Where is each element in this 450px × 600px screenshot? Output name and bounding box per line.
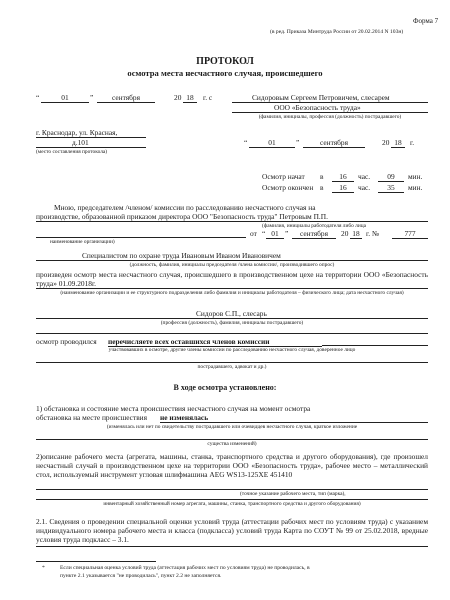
end-in: в <box>320 183 324 192</box>
place-line-2 <box>36 147 146 148</box>
finding-2-1-line <box>36 546 428 547</box>
finding-1: 1) обстановка и состояние места происшествия несчастного случая на момент осмотра <box>36 404 311 413</box>
end-hour: 16 <box>332 183 354 193</box>
end-minute-label: мин. <box>408 183 423 192</box>
place-date-quote-close: ” <box>296 138 300 147</box>
place-caption: (место составления протокола) <box>36 149 108 155</box>
document-title: ПРОТОКОЛ <box>196 56 254 67</box>
footnote-line-2: пункте 2.1 указывается "не проводилась", пункт 2.2 не заполняется. <box>60 573 222 579</box>
incident-date-quote-close: ” <box>90 93 94 102</box>
form-label: Форма 7 <box>413 17 439 25</box>
order-from: от <box>250 229 257 238</box>
place-city: г. Краснодар, ул. Красная, <box>36 128 118 137</box>
start-hour: 16 <box>332 172 354 182</box>
inspection-paragraph: произведен осмотр места несчастного случая, происшедшего в производственном цехе на территории ООО «Безопасность труда» 01.09.2018г. <box>36 270 428 289</box>
victim-caption: (фамилия, инициалы, профессия (должность) пострадавшего) <box>258 114 402 120</box>
participants-top-line <box>36 333 428 334</box>
org-line <box>36 237 246 238</box>
footnote-mark: * <box>42 565 45 571</box>
place-date-quote-open: “ <box>244 138 248 147</box>
participants-prefix: осмотр проводился <box>36 337 97 346</box>
participants-line <box>322 345 428 346</box>
place-year-prefix: 20 <box>382 138 390 147</box>
finding-2-1: 2.1. Сведения о проведении специальной оценки условий труда (аттестации рабочих мест по условиям труда) с указанием индивидуального номера рабочего места и класса (подкласса) условий труда Карта по СОУТ № 99 от 25.02.2018, вредные условия труда подкласс – 3.1. <box>36 517 428 545</box>
finding-1-line <box>36 439 428 440</box>
incident-date-quote-open: “ <box>36 93 40 102</box>
commission-caption-2: наименование организации) <box>50 239 115 245</box>
place-year-suffix: г. <box>410 138 415 147</box>
finding-1-caption-2: существа изменений) <box>207 441 257 447</box>
incident-year: 18 <box>183 93 197 103</box>
end-label: Осмотр окончен <box>262 183 314 192</box>
start-in: в <box>320 172 324 181</box>
place-house: д.101 <box>72 138 89 147</box>
victim-short-caption: (профессия (должность), фамилия, инициалы пострадавшего) <box>160 320 304 326</box>
place-day: 01 <box>249 138 295 148</box>
finding-2-caption-2: инвентарный хозяйственный номер агрегата, машины, станка, транспортного средства и другого оборудования) <box>103 501 361 507</box>
order-date-quote-open: “ <box>262 229 266 238</box>
victim-organization: ООО «Безопасность труда» <box>232 103 428 113</box>
participants-line-2 <box>36 362 428 363</box>
footnote-separator <box>36 561 156 562</box>
finding-1-caption: (изменялась или нет по свидетельству пострадавшего или очевидцев несчастного случая, краткое изложение <box>106 424 358 430</box>
finding-2-line <box>36 489 428 490</box>
commission-line-2: производстве, образованной приказом директора ООО "Безопасность труда" Петровым П.П. <box>36 212 428 222</box>
order-number: 777 <box>392 229 428 239</box>
finding-2: 2)описание рабочего места (агрегата, машины, станка, транспортного средства и другого оборудования), где произошел несчастный случай в производственном цехе на территории ООО «Безопасность труда», рабочее место – металлический стол, используемый инструмент угловая шлифмашина AEG WS13-125XE 451410 <box>36 452 428 480</box>
inspection-line <box>36 288 428 289</box>
form-note: (в ред. Приказа Минтруда России от 20.02.2014 N 103н) <box>270 29 404 35</box>
participants-caption: участвовавших в осмотре, другие члены комиссии по расследованию несчастного случая, доверенное лицо <box>108 347 356 353</box>
footnote-line-1: Если специальная оценка условий труда (аттестация рабочих мест по условиям труда) не проводилась, в <box>60 565 310 571</box>
finding-2-line-2 <box>36 499 428 500</box>
order-date-quote-close: ” <box>285 229 289 238</box>
place-line <box>36 137 146 138</box>
commission-line-1: Мною, председателем /членом/ комиссии по расследованию несчастного случая на <box>54 203 316 212</box>
place-month: сентября <box>303 138 365 148</box>
victim-name: Сидоровым Сергеем Петровичем, слесарем <box>232 93 428 103</box>
order-year-prefix: 20 <box>341 229 349 238</box>
findings-heading: В ходе осмотра установлено: <box>173 383 277 392</box>
participants-caption-2: пострадавшего, адвокат и др.) <box>197 364 267 370</box>
incident-year-suffix: г. с <box>203 93 213 102</box>
order-month: сентября <box>292 229 336 239</box>
start-minute-label: мин. <box>408 172 423 181</box>
place-year: 18 <box>391 138 405 148</box>
finding-2-caption: (точное указание рабочего места, тип (марка), <box>240 491 346 497</box>
incident-year-prefix: 20 <box>174 93 182 102</box>
incident-day: 01 <box>41 93 89 103</box>
incident-month: сентября <box>97 93 155 103</box>
start-minute: 09 <box>378 172 404 182</box>
start-hour-label: час. <box>358 172 371 181</box>
finding-1-value: не изменялась <box>160 413 428 423</box>
participants-text: перечисляете всех оставшихся членов комиссии <box>108 337 322 347</box>
start-label: Осмотр начат <box>262 172 305 181</box>
commission-caption-1: (фамилия, инициалы работодателя либо лица <box>262 223 367 229</box>
victim-short: Сидоров С.П., слесарь <box>36 309 428 319</box>
order-year-suffix: г. № <box>366 229 379 238</box>
finding-1-prefix: обстановка на месте происшествия <box>36 413 148 422</box>
end-minute: 35 <box>378 183 404 193</box>
specialist-caption: (должность, фамилия, инициалы председателя /члена комиссии/, производившего опрос) <box>129 262 335 268</box>
order-day: 01 <box>266 229 284 239</box>
document-subtitle: осмотра места несчастного случая, происшедшего <box>127 68 323 78</box>
inspection-caption: (наименование организации и ее структурного подразделения либо фамилия и инициалы работодателя – физического лица; дата несчастного случая) <box>60 290 404 296</box>
order-year: 18 <box>350 229 362 239</box>
specialist-name: Специалистом по охране труда Ивановым Иваном Ивановичем <box>36 251 428 261</box>
end-hour-label: час. <box>358 183 371 192</box>
